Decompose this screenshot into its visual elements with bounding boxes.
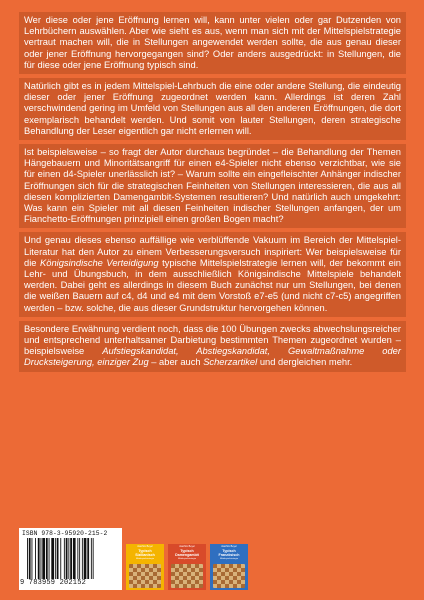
paragraph-2: Natürlich gibt es in jedem Mittelspiel-Lehrbuch die eine oder andere Stellung, die eindeutig dieser oder jener Eröffnung zugeordnet werden kann. Allerdings ist deren Zahl verschwindend gering im Umfeld von Stellungen aus all den anderen Eröffnungen, die dort exemplarisch behandelt werden. Und somit von lauter Stellungen, deren strategische Behandlung der Leser eigentlich gar nicht erlernen will. bbox=[19, 78, 406, 140]
book-subtitle: Mittelspielstrategie bbox=[177, 558, 197, 560]
isbn-barcode bbox=[19, 528, 122, 590]
book-subtitle: Mittelspielstrategie bbox=[219, 558, 239, 560]
book-publisher: Joachim Beyer bbox=[137, 545, 153, 548]
book-cover-damengambit bbox=[168, 544, 206, 590]
book-publisher: Joachim Beyer bbox=[179, 545, 195, 548]
book-title-line1: Typisch bbox=[138, 549, 152, 553]
paragraph-3: Ist beispielsweise – so fragt der Autor durchaus begründet – die Behandlung der Themen Hängebauern und Minoritätsangriff für einen e4-Spieler nicht ebenso verzichtbar, wie sie für einen d4-Spieler unerlässlich ist? – Warum sollte ein eingefleischter Anhänger indischer Eröffnungen sich für die strategischen Feinheiten von Stellungen interessieren, die aus all diesen komplizierten Damengambit-Systemen resultieren? Und natürlich auch umgekehrt: Was kann ein Spieler mit all diesen Feinheiten indischer Stellungen anfangen, der um Fianchetto-Eröffnungen prinzipiell einen großen Bogen macht? bbox=[19, 144, 406, 228]
book-title-line1: Typisch bbox=[180, 549, 194, 553]
chessboard-image bbox=[171, 564, 203, 588]
barcode-digits: 9 783959 202152 bbox=[20, 579, 87, 587]
back-cover-text bbox=[19, 12, 406, 376]
paragraph-4-post: typische Mittelspielstrategie lernen will, der bekommt ein Lehr- und Übungsbuch, in dem ausschließlich Königsindische Mittelspiele behandelt werden. Dabei geht es allerdings in diesem Buch zunächst nur um Stellungen, bei denen die weißen Bauern auf c4, d4 und e4 mit dem Vorstoß e7-e5 (und nicht c7-c5) angegriffen werden – bzw. solche, die aus dieser Grundstruktur hervorgehen können. bbox=[24, 257, 401, 313]
paragraph-5-pre: Besondere Erwähnung verdient noch, dass die 100 Übungen zwecks abwechslungsreicher und entsprechend unterhaltsamer Darbietung bestimmten Themen zugeordnet wurden – beispielsweise bbox=[24, 323, 401, 357]
chessboard-image bbox=[129, 564, 161, 588]
paragraph-5-emphasis: Aufstiegskandidat, Abstiegskandidat, Gewaltmaßnahme oder Drucksteigerung, einziger Zug bbox=[24, 346, 401, 368]
paragraph-1: Wer diese oder jene Eröffnung lernen will, kann unter vielen oder gar Dutzenden von Lehrbüchern auswählen. Aber wie sieht es aus, wenn man sich mit der Mittelspielstrategie vertraut machen will, die in Stellungen angewendet werden sollte, die aus genau dieser oder jener Eröffnung hervorgegangen sind? Oder anders ausgedrückt: in Stellungen, die für diese oder jene Eröffnung typisch sind. bbox=[19, 12, 406, 74]
barcode-bars bbox=[27, 538, 117, 579]
paragraph-4 bbox=[19, 232, 406, 316]
book-title-line2: Damengambit bbox=[175, 553, 199, 557]
book-cover-franzoesisch bbox=[210, 544, 248, 590]
paragraph-4-pre: Und genau dieses ebenso auffällige wie verblüffende Vakuum im Bereich der Mittelspiel-Literatur hat den Autor zu einem Verbesserungsversuch inspiriert: Wer beispielsweise für die bbox=[24, 235, 401, 268]
book-subtitle: Mittelspielstrategie bbox=[135, 558, 155, 560]
book-title-line2: Französisch bbox=[218, 553, 240, 557]
chessboard-image bbox=[213, 564, 245, 588]
book-cover-sizilianisch bbox=[126, 544, 164, 590]
book-title-line2: Sizilianisch bbox=[135, 553, 155, 557]
isbn-text: ISBN 978-3-95920-215-2 bbox=[22, 530, 108, 537]
paragraph-4-emphasis: Königsindische Verteidigung bbox=[40, 257, 159, 268]
paragraph-5-emphasis-2: Scherzartikel bbox=[203, 357, 258, 368]
book-publisher: Joachim Beyer bbox=[221, 545, 237, 548]
paragraph-5-post: und dergleichen mehr. bbox=[257, 357, 353, 368]
book-title-line1: Typisch bbox=[222, 549, 236, 553]
paragraph-5 bbox=[19, 321, 406, 372]
paragraph-5-mid: – aber auch bbox=[148, 357, 204, 368]
